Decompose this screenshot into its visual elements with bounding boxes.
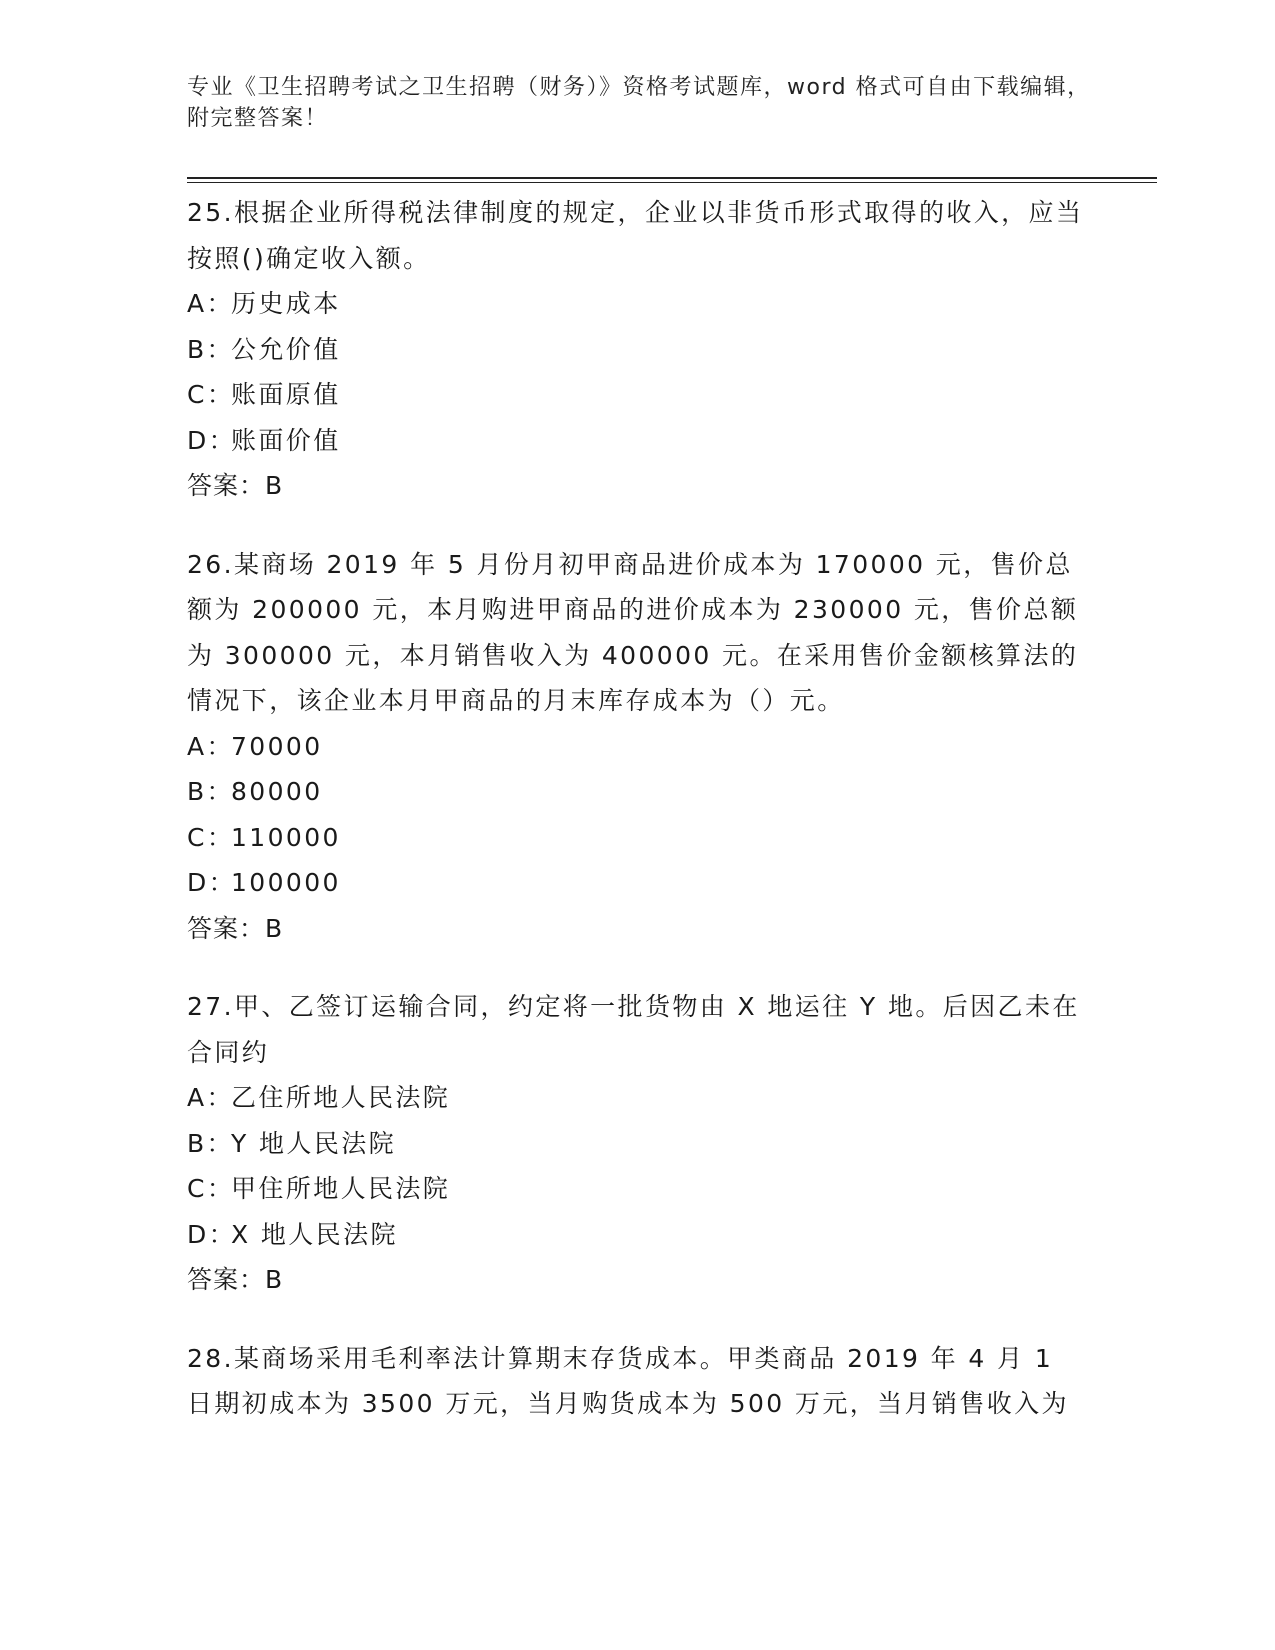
question-list [187, 190, 1087, 1460]
header-divider-thick [187, 177, 1157, 179]
option-text: 账面原值 [231, 380, 341, 409]
option-key: B： [187, 1128, 234, 1158]
option-text: 历史成本 [231, 289, 341, 318]
option-key: C： [187, 822, 235, 852]
option-c [187, 1166, 1087, 1212]
option-d [187, 1212, 1087, 1258]
option-text: X 地人民法院 [231, 1219, 398, 1249]
header-divider-thin [187, 182, 1157, 183]
option-text: 80000 [231, 777, 323, 806]
option-key: A： [187, 731, 234, 761]
option-key: A： [187, 1083, 234, 1112]
option-text: 100000 [231, 868, 341, 897]
question-26 [187, 542, 1087, 952]
answer-line: 答案：B [187, 913, 284, 943]
answer-line: 答案：B [187, 471, 284, 500]
option-a [187, 1075, 1087, 1121]
option-text: Y 地人民法院 [231, 1128, 397, 1158]
option-key: C： [187, 1174, 235, 1203]
question-stem: 28.某商场采用毛利率法计算期末存货成本。甲类商品 2019 年 4 月 1 日期初成本为 3500 万元，当月购货成本为 500 万元，当月销售收入为 [187, 1343, 1069, 1418]
option-text: 110000 [231, 822, 341, 852]
option-text: 甲住所地人民法院 [231, 1174, 451, 1203]
option-key: D： [187, 868, 237, 897]
option-c [187, 815, 1087, 861]
question-stem: 25.根据企业所得税法律制度的规定，企业以非货币形式取得的收入，应当按照()确定收入额。 [187, 198, 1084, 273]
question-28 [187, 1336, 1087, 1427]
option-text: 70000 [231, 731, 323, 761]
option-key: D： [187, 425, 237, 455]
option-b [187, 327, 1087, 373]
option-a [187, 281, 1087, 327]
answer-line: 答案：B [187, 1265, 284, 1294]
document-header: 专业《卫生招聘考试之卫生招聘（财务）》资格考试题库，word 格式可自由下载编辑，附完整答案！ [187, 75, 1091, 131]
option-text: 乙住所地人民法院 [231, 1083, 451, 1112]
option-key: D： [187, 1219, 237, 1249]
option-d [187, 860, 1087, 906]
option-key: B： [187, 777, 234, 806]
question-27 [187, 984, 1087, 1303]
option-c [187, 372, 1087, 418]
question-25 [187, 190, 1087, 509]
option-b [187, 769, 1087, 815]
option-a [187, 724, 1087, 770]
option-key: B： [187, 334, 234, 364]
question-stem: 26.某商场 2019 年 5 月份月初甲商品进价成本为 170000 元，售价总额为 200000 元，本月购进甲商品的进价成本为 230000 元，售价总额为 300000 元，本月销售收入为 400000 元。在采用售价金额核算法的情况下，该企业本月甲商品的月末库存成本为（）元。 [187, 549, 1079, 715]
question-stem: 27.甲、乙签订运输合同，约定将一批货物由 X 地运往 Y 地。后因乙未在合同约 [187, 992, 1080, 1067]
option-text: 账面价值 [231, 425, 341, 455]
option-b [187, 1121, 1087, 1167]
option-text: 公允价值 [231, 334, 341, 364]
option-d [187, 418, 1087, 464]
option-key: C： [187, 380, 235, 409]
option-key: A： [187, 289, 234, 318]
